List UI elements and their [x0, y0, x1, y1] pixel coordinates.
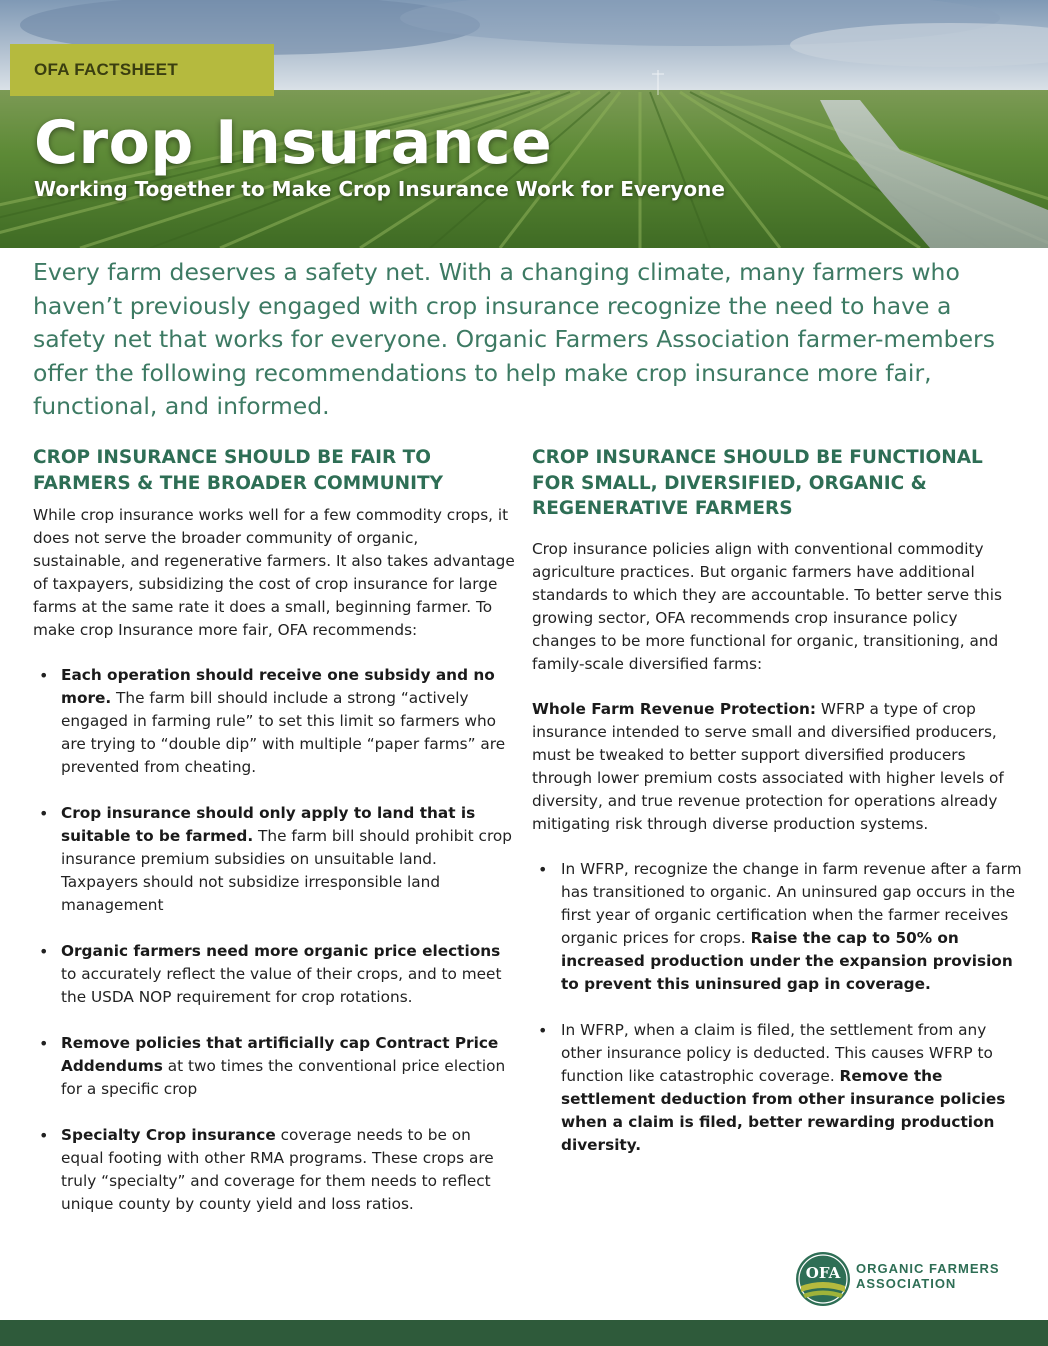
hero-banner: [0, 0, 1048, 248]
logo-line-1: ORGANIC FARMERS: [856, 1261, 1000, 1276]
right-paragraph: Crop insurance policies align with conventional commodity agriculture practices. But organic farmers have additional standards to which they are accountable. To better serve this growing sector, OFA recommends crop insurance policy changes to be more functional for organic, transitioning, and family-scale diversified farms:: [532, 539, 1002, 673]
list-item: [33, 940, 515, 1009]
bullet-bold: Remove policies that artificially cap Contract Price Addendums: [61, 1034, 499, 1075]
bullet-text: The farm bill should include a strong “actively engaged in farming rule” to set this limit so farmers who are trying to “double dip” with multiple “paper farms” are prevented from cheating.: [61, 689, 506, 776]
wfrp-label: Whole Farm Revenue Protection:: [532, 699, 816, 718]
ofa-logo: [794, 1250, 1024, 1308]
page-subtitle: Working Together to Make Crop Insurance Work for Everyone: [34, 177, 725, 201]
bullet-text: to accurately reflect the value of their crops, and to meet the USDA NOP requirement for crop rotations.: [61, 965, 502, 1006]
logo-line-2: ASSOCIATION: [856, 1276, 957, 1291]
ofa-seal-icon: [794, 1250, 852, 1308]
list-item: [532, 858, 1022, 996]
left-column: [33, 445, 515, 1239]
bullet-bold: Remove the settlement deduction from other insurance policies when a claim is filed, better rewarding production diversity.: [561, 1066, 1006, 1154]
list-item: [33, 802, 515, 917]
bullet-text: In WFRP, recognize the change in farm revenue after a farm has transitioned to organic. An uninsured gap occurs in the first year of organic certification when the farmer receives organic prices for crops.: [561, 859, 1022, 947]
right-heading: CROP INSURANCE SHOULD BE FUNCTIONAL FOR SMALL, DIVERSIFIED, ORGANIC & REGENERATIVE FARMERS: [532, 447, 983, 519]
wfrp-paragraph: [532, 698, 1022, 836]
bullet-text: at two times the conventional price election for a specific crop: [61, 1057, 506, 1098]
wfrp-text: WFRP a type of crop insurance intended to serve small and diversified producers, must be tweaked to better support diversified producers through lower premium costs associated with higher levels of diversity, and true revenue protection for operations already mitigating risk through diverse production systems.: [532, 699, 1004, 833]
list-item: [33, 1032, 515, 1101]
bullet-bold: Each operation should receive one subsidy and no more.: [61, 666, 495, 707]
logo-text: [856, 1261, 1000, 1291]
list-item: [33, 1124, 515, 1216]
left-paragraph: While crop insurance works well for a few commodity crops, it does not serve the broader community of organic, sustainable, and regenerative farmers. It also takes advantage of taxpayers, subsidizing the cost of crop insurance for large farms at the same rate it does a small, beginning farmer. To make crop Insurance more fair, OFA recommends:: [33, 506, 515, 639]
left-heading: CROP INSURANCE SHOULD BE FAIR TO FARMERS & THE BROADER COMMUNITY: [33, 447, 443, 494]
bullet-text: The farm bill should prohibit crop insurance premium subsidies on unsuitable land. Taxpayers should not subsidize irresponsible land management: [61, 827, 512, 914]
list-item: [33, 664, 515, 779]
right-column: [532, 445, 1022, 1180]
page-title: Crop Insurance: [34, 108, 553, 178]
right-bullet-list: [532, 858, 1022, 1157]
logo-mark: OFA: [805, 1264, 841, 1282]
bullet-bold: Raise the cap to 50% on increased production under the expansion provision to prevent this uninsured gap in coverage.: [561, 928, 1013, 993]
bullet-bold: Organic farmers need more organic price elections: [61, 942, 501, 960]
left-bullet-list: [33, 664, 515, 1216]
bullet-bold: Specialty Crop insurance: [61, 1126, 276, 1144]
factsheet-tag: OFA FACTSHEET: [10, 44, 274, 96]
intro-paragraph: Every farm deserves a safety net. With a changing climate, many farmers who haven’t previously engaged with crop insurance recognize the need to have a safety net that works for everyone. Organic Farmers Association farmer-members offer the following recommendations to help make crop insurance more fair, functional, and informed.: [33, 258, 995, 420]
list-item: [532, 1019, 1022, 1157]
bullet-text: In WFRP, when a claim is filed, the settlement from any other insurance policy is deducted. This causes WFRP to function like catastrophic coverage.: [561, 1020, 993, 1085]
footer-bar: [0, 1320, 1048, 1346]
bullet-bold: Crop insurance should only apply to land that is suitable to be farmed.: [61, 804, 476, 845]
bullet-text: coverage needs to be on equal footing with other RMA programs. These crops are truly “specialty” and coverage for them needs to reflect unique county by county yield and loss ratios.: [61, 1126, 494, 1213]
